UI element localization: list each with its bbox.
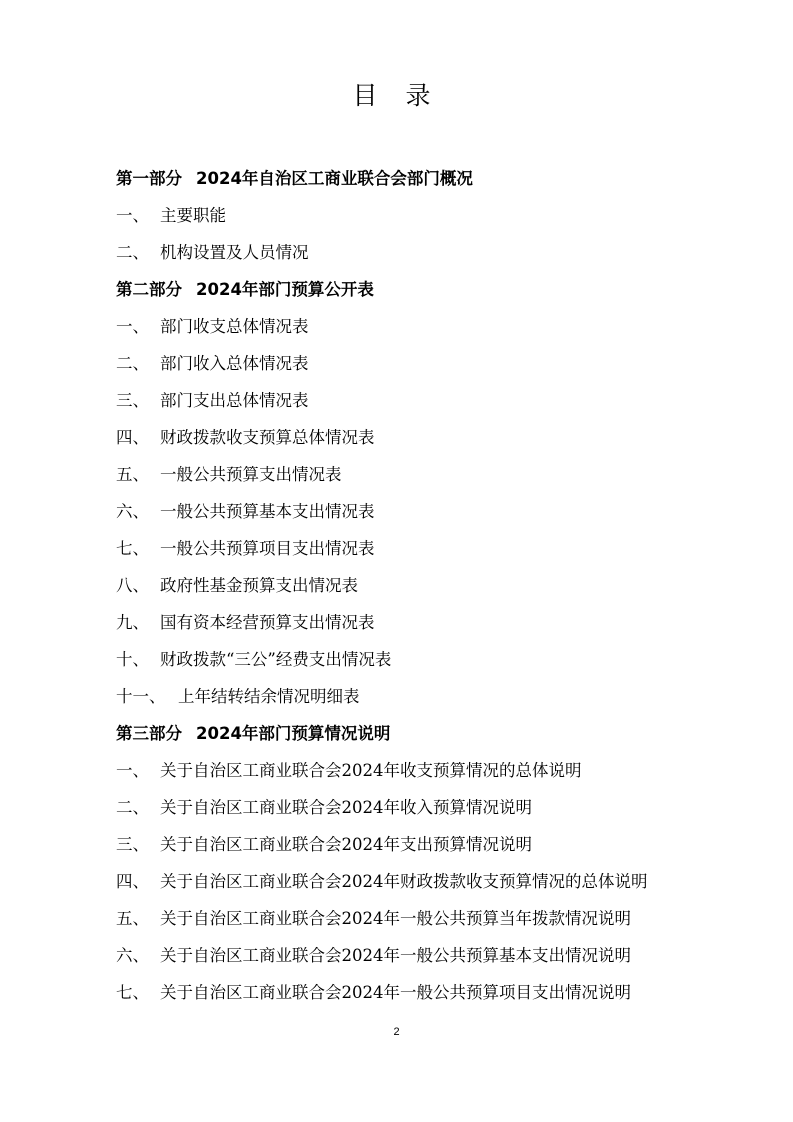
toc-item[interactable] — [116, 789, 532, 826]
toc-item-number: 四、 — [116, 872, 149, 891]
toc-item[interactable] — [116, 900, 631, 937]
toc-item-text: 部门收支总体情况表 — [160, 317, 309, 336]
toc-item[interactable] — [116, 345, 309, 382]
toc-item-text: 政府性基金预算支出情况表 — [160, 576, 358, 595]
toc-item-text: 关于自治区工商业联合会2024年一般公共预算项目支出情况说明 — [160, 983, 631, 1002]
toc-item[interactable] — [116, 382, 309, 419]
toc-item-number: 二、 — [116, 354, 149, 373]
toc-item-number: 一、 — [116, 206, 149, 225]
toc-item[interactable] — [116, 234, 309, 271]
toc-item-number: 三、 — [116, 835, 149, 854]
page-title: 目 录 — [352, 81, 441, 110]
toc-item[interactable] — [116, 604, 375, 641]
toc-item-text: 上年结转结余情况明细表 — [178, 687, 360, 706]
section-part-label: 第二部分 — [116, 280, 182, 299]
toc-item-text: 一般公共预算支出情况表 — [160, 465, 342, 484]
toc-item-number: 十一、 — [116, 687, 166, 706]
toc-item-text: 国有资本经营预算支出情况表 — [160, 613, 375, 632]
toc-item-text: 一般公共预算基本支出情况表 — [160, 502, 375, 521]
toc-item-text: 部门支出总体情况表 — [160, 391, 309, 410]
toc-item-number: 二、 — [116, 243, 149, 262]
section-heading-2[interactable] — [116, 271, 374, 308]
toc-item[interactable] — [116, 678, 360, 715]
toc-item-text: 关于自治区工商业联合会2024年财政拨款收支预算情况的总体说明 — [160, 872, 648, 891]
toc-item[interactable] — [116, 974, 631, 1011]
toc-item-text: 关于自治区工商业联合会2024年一般公共预算基本支出情况说明 — [160, 946, 631, 965]
toc-item[interactable] — [116, 752, 582, 789]
toc-item[interactable] — [116, 197, 226, 234]
section-part-label: 第三部分 — [116, 724, 182, 743]
toc-item[interactable] — [116, 826, 532, 863]
toc-item-number: 三、 — [116, 391, 149, 410]
toc-item-text: 财政拨款收支预算总体情况表 — [160, 428, 375, 447]
toc-item-number: 六、 — [116, 502, 149, 521]
toc-item[interactable] — [116, 937, 631, 974]
toc-item[interactable] — [116, 456, 342, 493]
section-title: 2024年部门预算情况说明 — [196, 724, 391, 743]
toc-item[interactable] — [116, 530, 375, 567]
toc-item[interactable] — [116, 641, 391, 678]
toc-item-number: 六、 — [116, 946, 149, 965]
toc-item-text: 关于自治区工商业联合会2024年收入预算情况说明 — [160, 798, 532, 817]
toc-item-number: 五、 — [116, 465, 149, 484]
toc-item-text: 机构设置及人员情况 — [160, 243, 309, 262]
toc-item-text: 关于自治区工商业联合会2024年收支预算情况的总体说明 — [160, 761, 582, 780]
toc-item-number: 一、 — [116, 761, 149, 780]
toc-item[interactable] — [116, 493, 375, 530]
section-heading-3[interactable] — [116, 715, 390, 752]
toc-item-number: 二、 — [116, 798, 149, 817]
section-title: 2024年部门预算公开表 — [196, 280, 374, 299]
toc-item-number: 九、 — [116, 613, 149, 632]
toc-item-text: 部门收入总体情况表 — [160, 354, 309, 373]
toc-item[interactable] — [116, 308, 309, 345]
toc-item-number: 七、 — [116, 983, 149, 1002]
toc-item-text: 关于自治区工商业联合会2024年支出预算情况说明 — [160, 835, 532, 854]
toc-item-number: 七、 — [116, 539, 149, 558]
toc-item[interactable] — [116, 863, 648, 900]
toc-item-text: 主要职能 — [160, 206, 226, 225]
toc-item-number: 一、 — [116, 317, 149, 336]
toc-item-number: 十、 — [116, 650, 149, 669]
toc-item-text: 一般公共预算项目支出情况表 — [160, 539, 375, 558]
section-heading-1[interactable] — [116, 160, 473, 197]
page-number: 2 — [393, 1026, 400, 1038]
toc-item[interactable] — [116, 419, 375, 456]
toc-item-text: 关于自治区工商业联合会2024年一般公共预算当年拨款情况说明 — [160, 909, 631, 928]
toc-item-number: 八、 — [116, 576, 149, 595]
toc-item-number: 五、 — [116, 909, 149, 928]
section-title: 2024年自治区工商业联合会部门概况 — [196, 169, 473, 188]
section-part-label: 第一部分 — [116, 169, 182, 188]
toc-item-number: 四、 — [116, 428, 149, 447]
toc-item[interactable] — [116, 567, 358, 604]
toc-item-text: 财政拨款“三公”经费支出情况表 — [160, 650, 392, 669]
